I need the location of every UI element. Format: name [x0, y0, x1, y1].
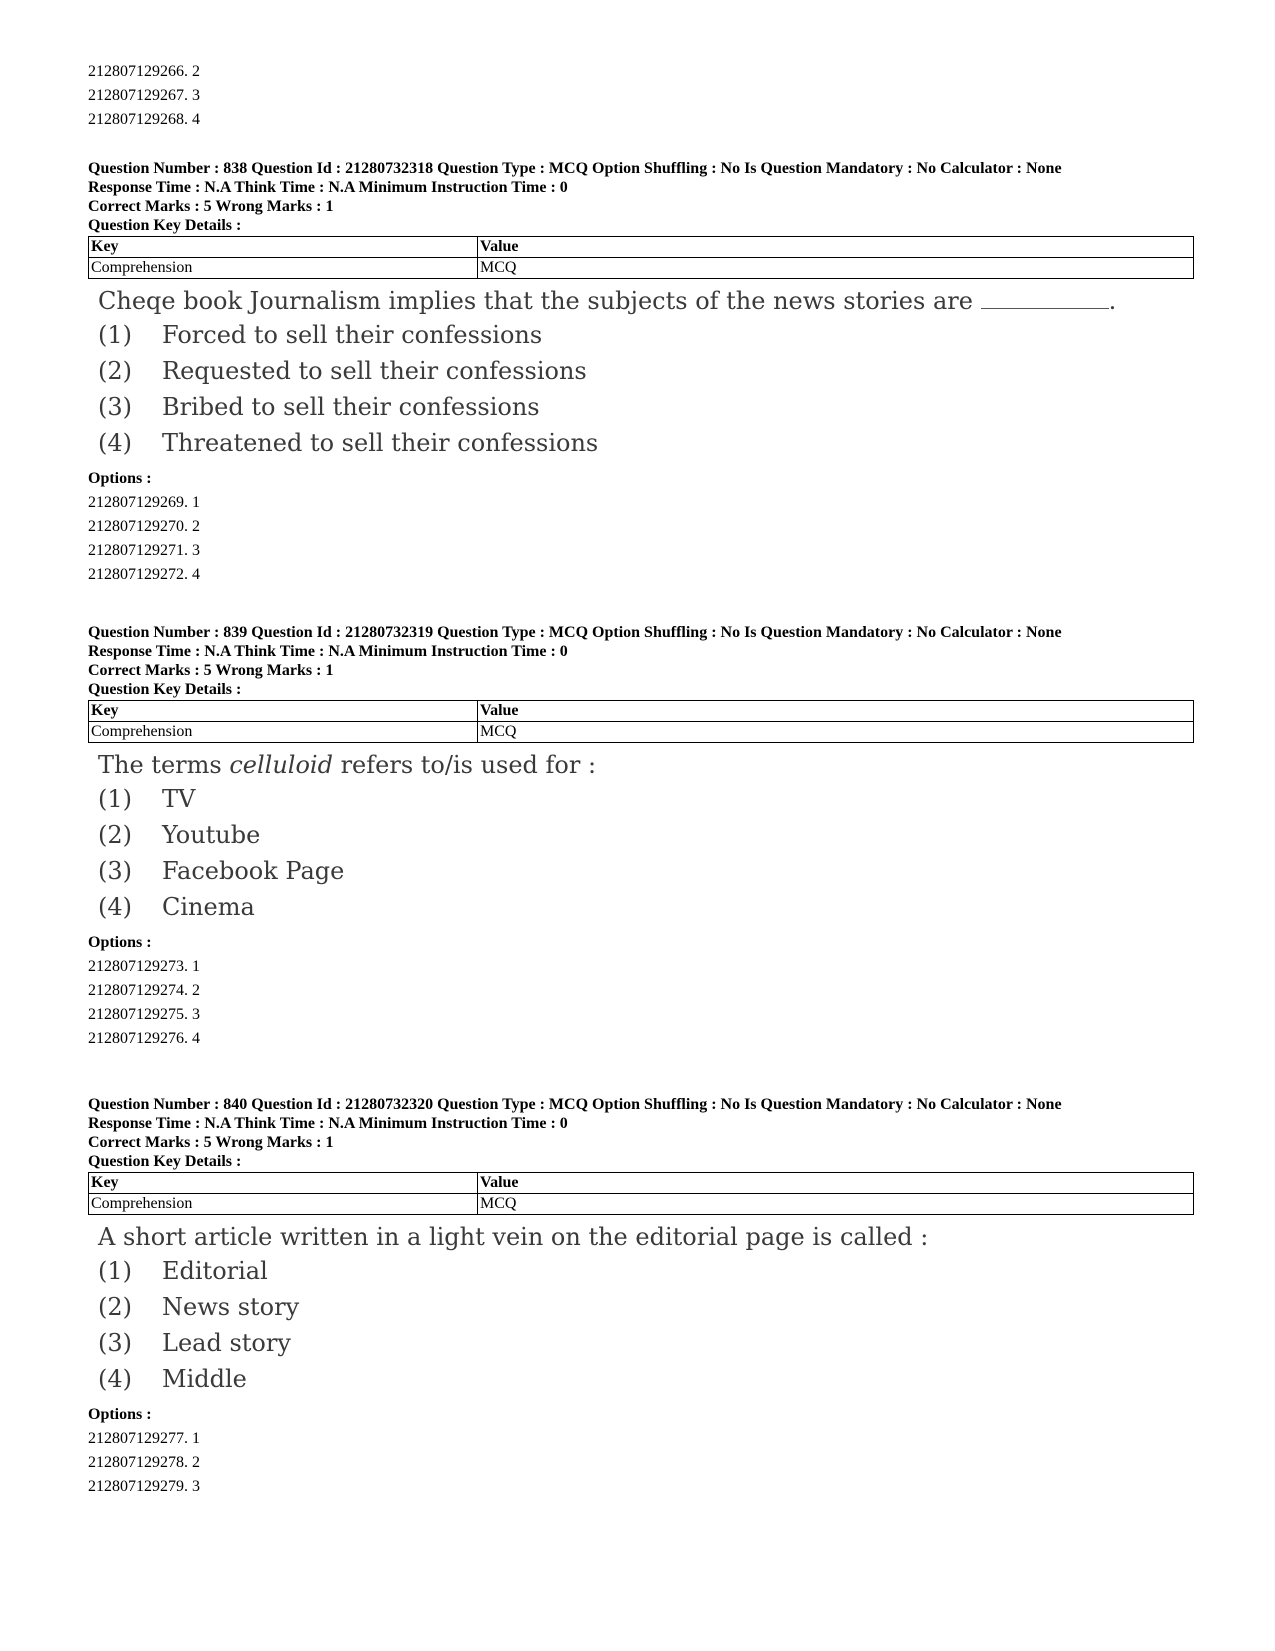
choice-text: Middle — [162, 1365, 247, 1393]
question-stem-text: A short article written in a light vein on the editorial page is called : — [98, 1223, 929, 1251]
table-header-value: Value — [478, 701, 1194, 722]
choice-number: (1) — [98, 785, 132, 813]
option-line: 212807129272. 4 — [88, 566, 200, 583]
choice-text: Editorial — [162, 1257, 268, 1285]
table-cell-value: MCQ — [478, 258, 1194, 279]
answer-blank — [981, 288, 1109, 309]
option-line: 212807129278. 2 — [88, 1454, 200, 1471]
choice-text: Forced to sell their confessions — [162, 321, 543, 349]
options-label: Options : — [88, 934, 152, 951]
choice-number: (3) — [98, 393, 132, 421]
question-header-line2: Response Time : N.A Think Time : N.A Minimum Instruction Time : 0 — [88, 643, 568, 660]
table-header-key: Key — [89, 237, 478, 258]
question-image — [88, 285, 1193, 461]
question-image — [88, 1221, 1193, 1397]
choice-number: (3) — [98, 857, 132, 885]
choice-text: Bribed to sell their confessions — [162, 393, 540, 421]
choice-item — [98, 853, 1193, 889]
choice-item — [98, 389, 1193, 425]
question-stem-text: Cheqe book Journalism implies that the subjects of the news stories are — [98, 287, 973, 315]
table-header-key: Key — [89, 1173, 478, 1194]
table-cell-key: Comprehension — [89, 1194, 478, 1215]
choice-number: (2) — [98, 821, 132, 849]
table-header-value: Value — [478, 1173, 1194, 1194]
option-line: 212807129270. 2 — [88, 518, 200, 535]
table-header-value: Value — [478, 237, 1194, 258]
choice-text: Facebook Page — [162, 857, 345, 885]
choice-number: (2) — [98, 357, 132, 385]
question-header-line1: Question Number : 838 Question Id : 21280732318 Question Type : MCQ Option Shuffling : No Is Question Mandatory : No Calculator : None — [88, 160, 1062, 177]
choice-number: (1) — [98, 1257, 132, 1285]
question-stem-text: refers to/is used for : — [332, 751, 597, 779]
key-details-label: Question Key Details : — [88, 681, 242, 698]
carryover-options — [88, 60, 1193, 132]
table-cell-value: MCQ — [478, 722, 1194, 743]
table-row — [89, 1194, 1194, 1215]
choice-item — [98, 1325, 1193, 1361]
choice-text: News story — [162, 1293, 300, 1321]
question-838 — [88, 159, 1193, 587]
marks-line: Correct Marks : 5 Wrong Marks : 1 — [88, 1134, 334, 1151]
option-line: 212807129267. 3 — [88, 87, 200, 104]
choice-text: Cinema — [162, 893, 255, 921]
choice-text: TV — [162, 785, 196, 813]
table-row — [89, 258, 1194, 279]
table-cell-key: Comprehension — [89, 258, 478, 279]
question-840 — [88, 1095, 1193, 1499]
choice-text: Threatened to sell their confessions — [162, 429, 599, 457]
option-line: 212807129266. 2 — [88, 63, 200, 80]
option-line: 212807129268. 4 — [88, 111, 200, 128]
table-header-row — [89, 237, 1194, 258]
choice-item — [98, 817, 1193, 853]
option-line: 212807129273. 1 — [88, 958, 200, 975]
table-cell-key: Comprehension — [89, 722, 478, 743]
marks-line: Correct Marks : 5 Wrong Marks : 1 — [88, 198, 334, 215]
question-image — [88, 749, 1193, 925]
key-details-table — [88, 700, 1194, 743]
table-header-row — [89, 701, 1194, 722]
choice-number: (4) — [98, 1365, 132, 1393]
choice-number: (4) — [98, 893, 132, 921]
choice-number: (1) — [98, 321, 132, 349]
table-header-row — [89, 1173, 1194, 1194]
choice-item — [98, 781, 1193, 817]
choice-text: Requested to sell their confessions — [162, 357, 587, 385]
choice-item — [98, 889, 1193, 925]
choice-number: (2) — [98, 1293, 132, 1321]
question-stem-italic: celluloid — [229, 751, 333, 779]
question-stem — [98, 285, 1193, 317]
choice-item — [98, 1289, 1193, 1325]
option-line: 212807129274. 2 — [88, 982, 200, 999]
option-line: 212807129275. 3 — [88, 1006, 200, 1023]
question-header-line1: Question Number : 840 Question Id : 21280732320 Question Type : MCQ Option Shuffling : No Is Question Mandatory : No Calculator : None — [88, 1096, 1062, 1113]
key-details-label: Question Key Details : — [88, 217, 242, 234]
marks-line: Correct Marks : 5 Wrong Marks : 1 — [88, 662, 334, 679]
key-details-table — [88, 1172, 1194, 1215]
question-stem-end: . — [1108, 287, 1117, 315]
key-details-label: Question Key Details : — [88, 1153, 242, 1170]
choice-item — [98, 1361, 1193, 1397]
key-details-table — [88, 236, 1194, 279]
option-line: 212807129269. 1 — [88, 494, 200, 511]
question-header-line1: Question Number : 839 Question Id : 21280732319 Question Type : MCQ Option Shuffling : No Is Question Mandatory : No Calculator : None — [88, 624, 1062, 641]
question-stem — [98, 749, 1193, 781]
choice-text: Lead story — [162, 1329, 291, 1357]
options-label: Options : — [88, 470, 152, 487]
table-row — [89, 722, 1194, 743]
options-label: Options : — [88, 1406, 152, 1423]
option-line: 212807129277. 1 — [88, 1430, 200, 1447]
question-header-line2: Response Time : N.A Think Time : N.A Minimum Instruction Time : 0 — [88, 1115, 568, 1132]
choice-item — [98, 1253, 1193, 1289]
choice-number: (4) — [98, 429, 132, 457]
choice-item — [98, 425, 1193, 461]
choice-item — [98, 317, 1193, 353]
question-stem-text: The terms — [98, 751, 230, 779]
question-header-line2: Response Time : N.A Think Time : N.A Minimum Instruction Time : 0 — [88, 179, 568, 196]
option-line: 212807129271. 3 — [88, 542, 200, 559]
question-839 — [88, 623, 1193, 1051]
option-line: 212807129276. 4 — [88, 1030, 200, 1047]
choice-number: (3) — [98, 1329, 132, 1357]
choice-text: Youtube — [162, 821, 261, 849]
table-cell-value: MCQ — [478, 1194, 1194, 1215]
question-stem — [98, 1221, 1193, 1253]
table-header-key: Key — [89, 701, 478, 722]
choice-item — [98, 353, 1193, 389]
option-line: 212807129279. 3 — [88, 1478, 200, 1495]
